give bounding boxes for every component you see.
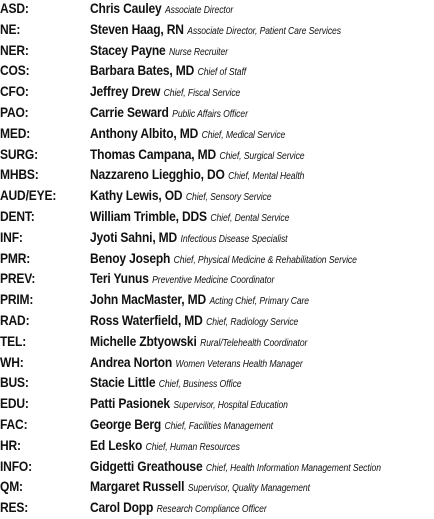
staff-title: Chief of Staff bbox=[197, 67, 247, 79]
department-abbreviation: DENT: bbox=[0, 208, 35, 224]
staff-title: Chief, Dental Service bbox=[210, 213, 290, 224]
staff-name: William Trimble, DDS bbox=[90, 208, 207, 224]
staff-name: Jyoti Sahni, MD bbox=[90, 228, 178, 245]
staff-title: Preventive Medicine Coordinator bbox=[152, 275, 275, 287]
staff-title: Infectious Disease Specialist bbox=[180, 233, 288, 245]
staff-title: Chief, Fiscal Service bbox=[163, 88, 241, 100]
department-abbreviation: SURG: bbox=[0, 145, 38, 162]
department-abbreviation: PMR: bbox=[0, 249, 31, 266]
staff-row bbox=[0, 146, 434, 166]
staff-row bbox=[0, 374, 434, 394]
staff-entry bbox=[90, 333, 307, 351]
staff-entry bbox=[90, 62, 246, 80]
staff-row bbox=[0, 395, 434, 415]
department-abbreviation: MHBS: bbox=[0, 166, 39, 183]
staff-row bbox=[0, 166, 434, 186]
staff-entry bbox=[90, 458, 381, 476]
staff-name: Nazzareno Liegghio, DO bbox=[90, 166, 225, 183]
staff-row bbox=[0, 229, 434, 249]
staff-entry bbox=[90, 166, 304, 184]
staff-entry bbox=[90, 42, 228, 60]
staff-title: Research Compliance Officer bbox=[156, 504, 267, 516]
staff-name: Ed Lesko bbox=[90, 436, 143, 453]
staff-row bbox=[0, 187, 434, 207]
staff-name: Gidgetti Greathouse bbox=[90, 457, 203, 474]
staff-title: Chief, Medical Service bbox=[201, 129, 286, 141]
department-abbreviation: BUS: bbox=[0, 374, 29, 391]
staff-entry bbox=[90, 270, 274, 288]
department-abbreviation: QM: bbox=[0, 478, 23, 495]
staff-entry bbox=[90, 187, 271, 205]
staff-row bbox=[0, 333, 434, 353]
staff-title: Associate Director bbox=[164, 5, 234, 16]
staff-title: Rural/Telehealth Coordinator bbox=[200, 337, 308, 349]
staff-title: Chief, Business Office bbox=[158, 379, 242, 391]
staff-row bbox=[0, 125, 434, 145]
department-abbreviation: WH: bbox=[0, 353, 24, 370]
department-abbreviation: AUD/EYE: bbox=[0, 187, 57, 204]
staff-title: Chief, Human Resources bbox=[145, 441, 240, 453]
staff-title: Women Veterans Health Manager bbox=[175, 358, 303, 370]
staff-row bbox=[0, 499, 434, 519]
staff-entry bbox=[90, 395, 288, 413]
staff-title: Chief, Sensory Service bbox=[185, 192, 272, 204]
staff-name: Teri Yunus bbox=[90, 270, 149, 287]
staff-row bbox=[0, 312, 434, 332]
staff-name: Michelle Zbtyowski bbox=[90, 332, 197, 349]
staff-row bbox=[0, 270, 434, 290]
staff-title: Supervisor, Hospital Education bbox=[173, 400, 288, 412]
staff-entry bbox=[90, 478, 310, 496]
department-abbreviation: PAO: bbox=[0, 104, 29, 120]
staff-title: Chief, Radiology Service bbox=[206, 317, 299, 328]
staff-entry bbox=[90, 125, 285, 143]
staff-row bbox=[0, 83, 434, 103]
staff-name: Benoy Joseph bbox=[90, 249, 171, 266]
department-abbreviation: INFO: bbox=[0, 457, 32, 474]
department-abbreviation: NE: bbox=[0, 20, 21, 37]
staff-title: Supervisor, Quality Management bbox=[187, 483, 310, 495]
staff-entry bbox=[90, 0, 233, 18]
department-abbreviation: EDU: bbox=[0, 395, 29, 412]
staff-name: Patti Pasionek bbox=[90, 395, 170, 412]
staff-name: Stacie Little bbox=[90, 374, 156, 391]
staff-entry bbox=[90, 208, 289, 226]
staff-name: Thomas Campana, MD bbox=[90, 145, 217, 162]
staff-title: Public Affairs Officer bbox=[172, 109, 248, 120]
staff-name: Carol Dopp bbox=[90, 499, 154, 516]
staff-entry bbox=[90, 312, 298, 330]
staff-title: Acting Chief, Primary Care bbox=[209, 296, 310, 308]
department-abbreviation: PREV: bbox=[0, 270, 36, 287]
staff-name: Chris Cauley bbox=[90, 0, 162, 16]
department-abbreviation: INF: bbox=[0, 228, 23, 245]
staff-entry bbox=[90, 354, 303, 372]
staff-title: Nurse Recruiter bbox=[169, 46, 228, 58]
department-abbreviation: ASD: bbox=[0, 0, 29, 16]
staff-name: Barbara Bates, MD bbox=[90, 62, 195, 79]
staff-row bbox=[0, 62, 434, 82]
staff-row bbox=[0, 104, 434, 124]
staff-row bbox=[0, 291, 434, 311]
staff-row bbox=[0, 0, 434, 20]
staff-entry bbox=[90, 374, 242, 392]
staff-entry bbox=[90, 146, 304, 164]
staff-entry bbox=[90, 21, 341, 39]
department-abbreviation: PRIM: bbox=[0, 291, 34, 308]
staff-title: Chief, Surgical Service bbox=[219, 150, 305, 162]
department-abbreviation: RAD: bbox=[0, 312, 30, 328]
staff-entry bbox=[90, 437, 240, 455]
department-abbreviation: FAC: bbox=[0, 416, 28, 432]
staff-row bbox=[0, 478, 434, 498]
staff-entry bbox=[90, 229, 287, 247]
staff-name: Andrea Norton bbox=[90, 353, 173, 370]
staff-name: George Berg bbox=[90, 416, 162, 432]
staff-entry bbox=[90, 250, 357, 268]
staff-row bbox=[0, 21, 434, 41]
department-abbreviation: RES: bbox=[0, 499, 29, 516]
staff-row bbox=[0, 354, 434, 374]
staff-entry bbox=[90, 83, 240, 101]
staff-name: Anthony Albito, MD bbox=[90, 124, 199, 141]
staff-row bbox=[0, 458, 434, 478]
staff-title: Associate Director, Patient Care Services bbox=[187, 25, 341, 37]
department-abbreviation: TEL: bbox=[0, 332, 27, 349]
staff-entry bbox=[90, 416, 273, 434]
staff-title: Chief, Mental Health bbox=[228, 171, 305, 183]
staff-title: Chief, Physical Medicine & Rehabilitation Service bbox=[173, 254, 357, 266]
department-abbreviation: COS: bbox=[0, 62, 30, 79]
department-abbreviation: MED: bbox=[0, 124, 31, 141]
staff-name: Steven Haag, RN bbox=[90, 20, 184, 37]
staff-name: Kathy Lewis, OD bbox=[90, 187, 183, 204]
staff-row bbox=[0, 416, 434, 436]
staff-row bbox=[0, 250, 434, 270]
staff-name: Ross Waterfield, MD bbox=[90, 312, 203, 328]
staff-entry bbox=[90, 104, 248, 122]
staff-name: Carrie Seward bbox=[90, 104, 169, 120]
staff-entry bbox=[90, 291, 309, 309]
staff-row bbox=[0, 42, 434, 62]
department-abbreviation: HR: bbox=[0, 436, 21, 453]
staff-title: Chief, Facilities Management bbox=[164, 421, 273, 432]
staff-name: Margaret Russell bbox=[90, 478, 185, 495]
staff-name: Jeffrey Drew bbox=[90, 83, 161, 100]
staff-row bbox=[0, 437, 434, 457]
staff-row bbox=[0, 208, 434, 228]
staff-name: John MacMaster, MD bbox=[90, 291, 207, 308]
staff-name: Stacey Payne bbox=[90, 41, 166, 58]
department-abbreviation: NER: bbox=[0, 41, 29, 58]
staff-title: Chief, Health Information Management Section bbox=[205, 462, 381, 474]
department-abbreviation: CFO: bbox=[0, 83, 29, 100]
staff-entry bbox=[90, 499, 267, 517]
